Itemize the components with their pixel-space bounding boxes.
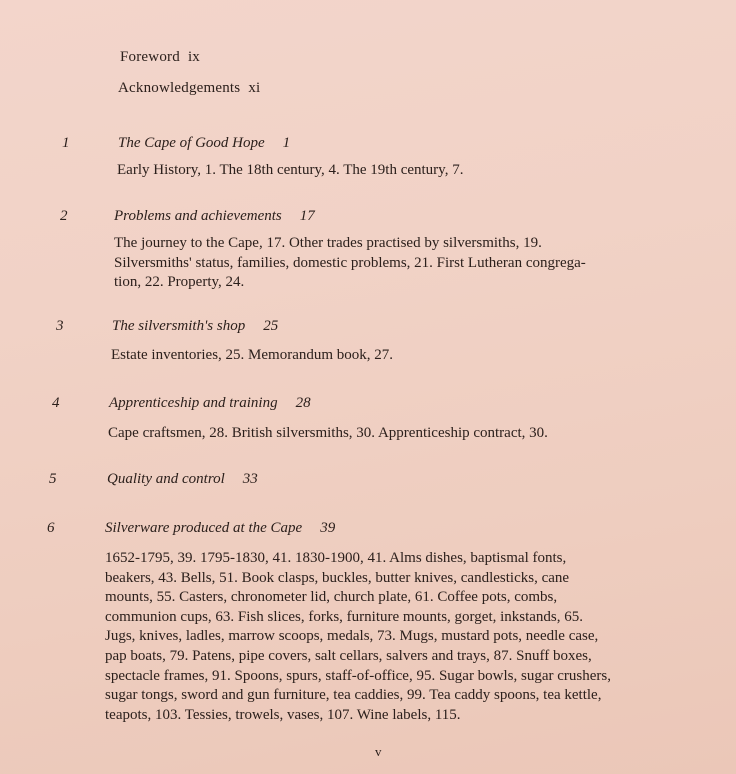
contents-line: pap boats, 79. Patens, pipe covers, salt cellars, salvers and trays, 87. Snuff boxes, (105, 647, 592, 664)
chapter-title-text: The Cape of Good Hope (118, 135, 265, 151)
contents-line: spectacle frames, 91. Spoons, spurs, staff-of-office, 95. Sugar bowls, sugar crushers, (105, 667, 611, 684)
chapter-contents (111, 346, 393, 366)
front-matter-acknowledgements[interactable] (118, 80, 260, 97)
contents-line: tion, 22. Property, 24. (114, 274, 245, 291)
contents-line: Estate inventories, 25. Memorandum book, 27. (111, 347, 394, 363)
chapter-page: 25 (263, 318, 279, 334)
chapter-page: 33 (242, 471, 258, 487)
chapter-number: 2 (60, 208, 68, 224)
contents-line: Silversmiths' status, families, domestic problems, 21. First Lutheran congrega- (114, 254, 586, 271)
chapter-number: 4 (52, 395, 60, 411)
chapter-contents (105, 549, 611, 725)
chapter-title-text: Problems and achievements (114, 208, 282, 224)
contents-line: sugar tongs, sword and gun furniture, tea caddies, 99. Tea caddy spoons, tea kettle, (105, 687, 602, 704)
chapter-title[interactable] (107, 471, 258, 488)
chapter-number: 6 (47, 520, 55, 536)
chapter-number: 3 (56, 318, 64, 334)
chapter-title[interactable] (114, 208, 315, 225)
contents-line: Cape craftsmen, 28. British silversmiths, 30. Apprenticeship contract, 30. (108, 425, 548, 441)
chapter-title[interactable] (118, 135, 290, 152)
page-number: v (375, 744, 382, 759)
chapter-title-text: Silverware produced at the Cape (105, 520, 303, 536)
chapter-title[interactable] (105, 520, 335, 537)
contents-line: Early History, 1. The 18th century, 4. The 19th century, 7. (117, 162, 464, 178)
chapter-title-text: Quality and control (107, 471, 225, 487)
chapter-title[interactable] (109, 395, 311, 412)
front-matter-page: ix (187, 49, 201, 65)
chapter-page: 17 (299, 208, 315, 224)
contents-line: teapots, 103. Tessies, trowels, vases, 107. Wine labels, 115. (105, 706, 461, 723)
contents-line: beakers, 43. Bells, 51. Book clasps, buckles, butter knives, candlesticks, cane (105, 569, 570, 586)
contents-line: 1652-1795, 39. 1795-1830, 41. 1830-1900, 41. Alms dishes, baptismal fonts, (105, 550, 567, 566)
chapter-contents (117, 161, 463, 181)
chapter-page: 1 (282, 135, 291, 151)
front-matter-foreword[interactable] (120, 49, 200, 66)
chapter-contents (114, 234, 586, 293)
chapter-title-text: Apprenticeship and training (109, 395, 278, 411)
contents-line: mounts, 55. Casters, chronometer lid, church plate, 61. Coffee pots, combs, (105, 589, 558, 606)
front-matter-label: Foreword (120, 49, 180, 65)
front-matter-label: Acknowledgements (118, 80, 241, 96)
chapter-number: 5 (49, 471, 57, 487)
chapter-contents (108, 424, 548, 444)
contents-line: The journey to the Cape, 17. Other trades practised by silversmiths, 19. (114, 235, 542, 251)
chapter-title[interactable] (112, 318, 278, 335)
chapter-number: 1 (62, 135, 70, 151)
chapter-page: 39 (320, 520, 336, 536)
contents-line: communion cups, 63. Fish slices, forks, furniture mounts, gorget, inkstands, 65. (105, 608, 584, 625)
chapter-page: 28 (295, 395, 311, 411)
contents-line: Jugs, knives, ladles, marrow scoops, medals, 73. Mugs, mustard pots, needle case, (105, 628, 599, 645)
front-matter-page: xi (248, 80, 261, 96)
chapter-title-text: The silversmith's shop (112, 318, 246, 334)
